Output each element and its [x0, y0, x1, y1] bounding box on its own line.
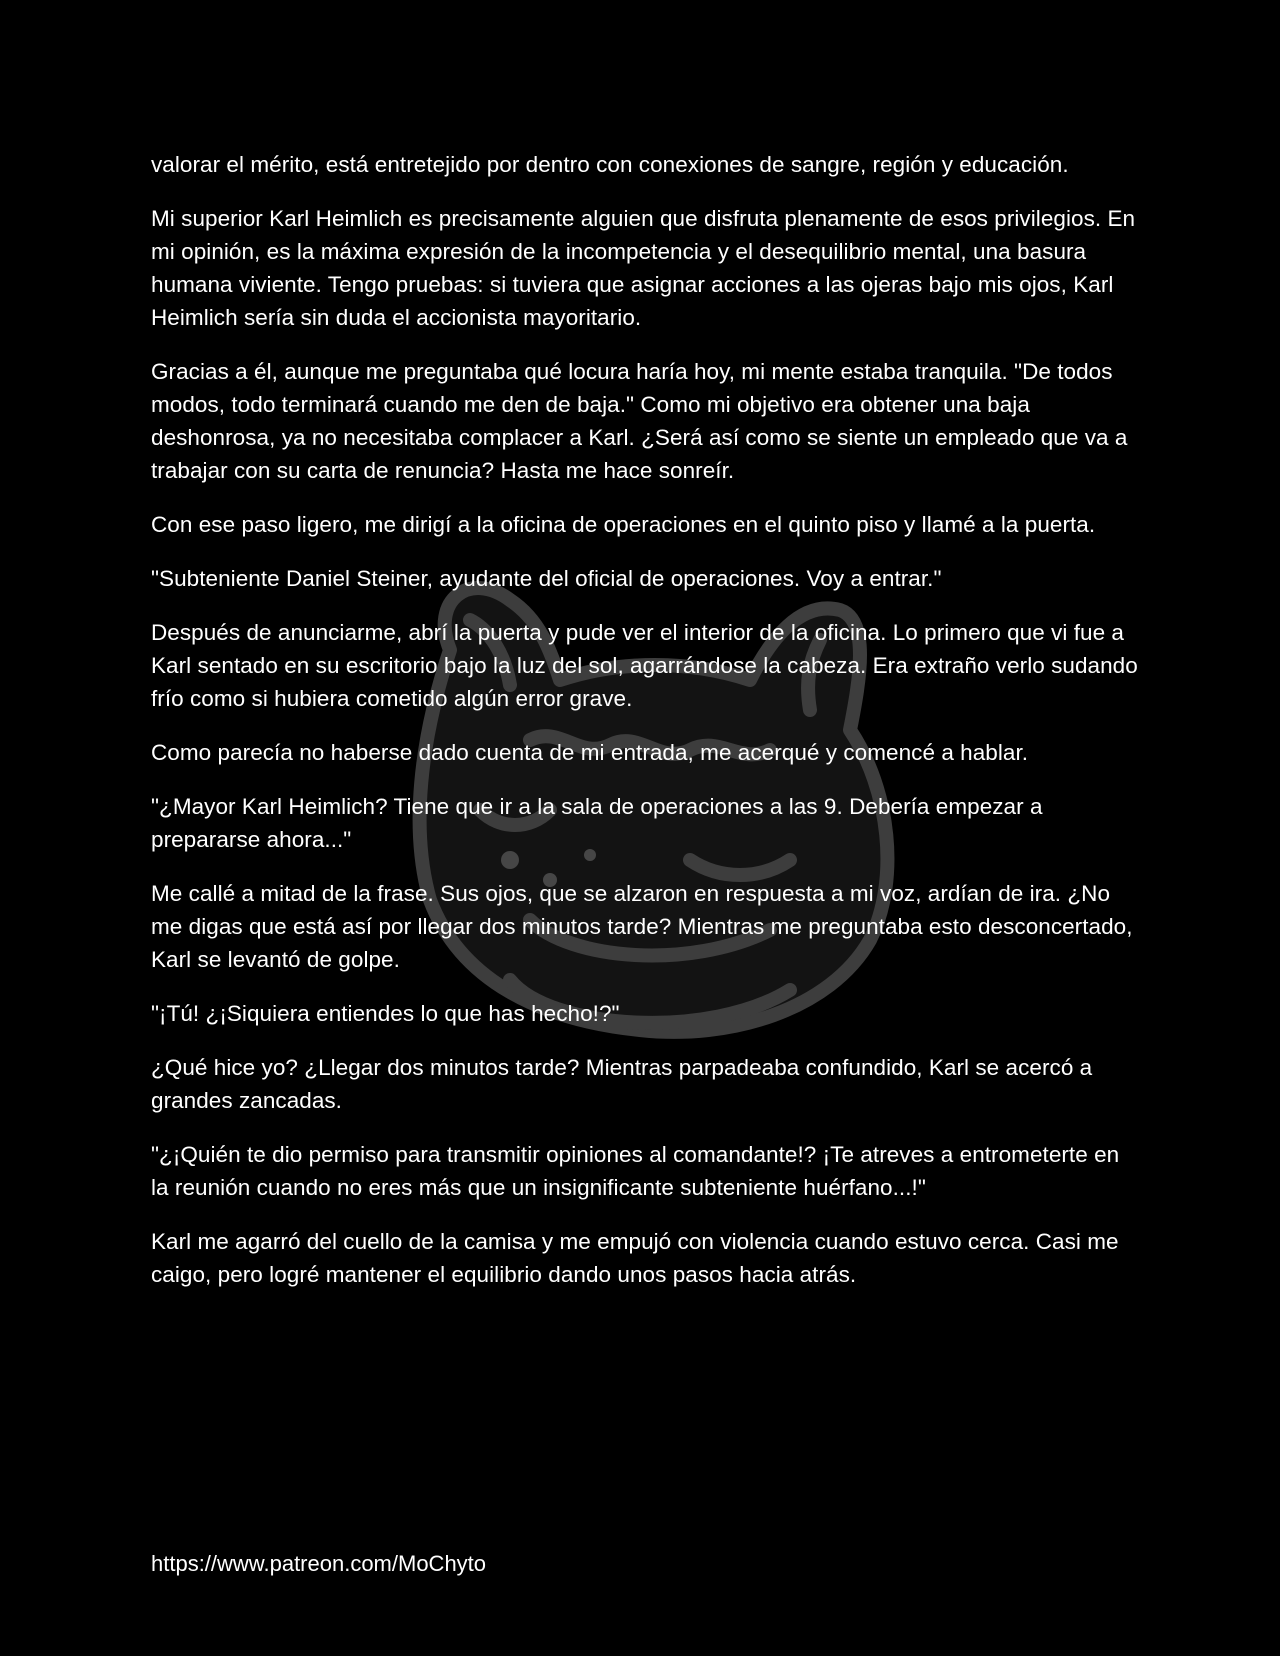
- paragraph-12: "¿¡Quién te dio permiso para transmitir opiniones al comandante!? ¡Te atreves a entrometerte en la reunión cuando no eres más que un insignificante subteniente huérfano...!": [151, 1142, 1120, 1200]
- patreon-link[interactable]: https://www.patreon.com/MoChyto: [151, 1551, 487, 1576]
- paragraph-8: "¿Mayor Karl Heimlich? Tiene que ir a la sala de operaciones a las 9. Debería empezar a prepararse ahora...": [151, 794, 1043, 852]
- paragraph-1: valorar el mérito, está entretejido por dentro con conexiones de sangre, región y educación.: [151, 152, 1069, 177]
- document-body: [151, 148, 1141, 1312]
- paragraph-2: Mi superior Karl Heimlich es precisamente alguien que disfruta plenamente de esos privilegios. En mi opinión, es la máxima expresión de la incompetencia y el desequilibrio mental, una basura humana viviente. Tengo pruebas: si tuviera que asignar acciones a las ojeras bajo mis ojos, Karl Heimlich sería sin duda el accionista mayoritario.: [151, 206, 1136, 330]
- paragraph-4: Con ese paso ligero, me dirigí a la oficina de operaciones en el quinto piso y llamé a la puerta.: [151, 512, 1096, 537]
- paragraph-13: Karl me agarró del cuello de la camisa y me empujó con violencia cuando estuvo cerca. Casi me caigo, pero logré mantener el equilibrio dando unos pasos hacia atrás.: [151, 1229, 1119, 1287]
- paragraph-10: "¡Tú! ¿¡Siquiera entiendes lo que has hecho!?": [151, 1001, 620, 1026]
- paragraph-3: Gracias a él, aunque me preguntaba qué locura haría hoy, mi mente estaba tranquila. "De todos modos, todo terminará cuando me den de baja." Como mi objetivo era obtener una baja deshonrosa, ya no necesitaba complacer a Karl. ¿Será así como se siente un empleado que va a trabajar con su carta de renuncia? Hasta me hace sonreír.: [151, 359, 1128, 483]
- paragraph-7: Como parecía no haberse dado cuenta de mi entrada, me acerqué y comencé a hablar.: [151, 740, 1029, 765]
- paragraph-11: ¿Qué hice yo? ¿Llegar dos minutos tarde? Mientras parpadeaba confundido, Karl se acercó a grandes zancadas.: [151, 1055, 1093, 1113]
- paragraph-6: Después de anunciarme, abrí la puerta y pude ver el interior de la oficina. Lo primero que vi fue a Karl sentado en su escritorio bajo la luz del sol, agarrándose la cabeza. Era extraño verlo sudando frío como si hubiera cometido algún error grave.: [151, 620, 1138, 711]
- paragraph-5: "Subteniente Daniel Steiner, ayudante del oficial de operaciones. Voy a entrar.": [151, 566, 942, 591]
- paragraph-9: Me callé a mitad de la frase. Sus ojos, que se alzaron en respuesta a mi voz, ardían de ira. ¿No me digas que está así por llegar dos minutos tarde? Mientras me preguntaba esto desconcertado, Karl se levantó de golpe.: [151, 881, 1133, 972]
